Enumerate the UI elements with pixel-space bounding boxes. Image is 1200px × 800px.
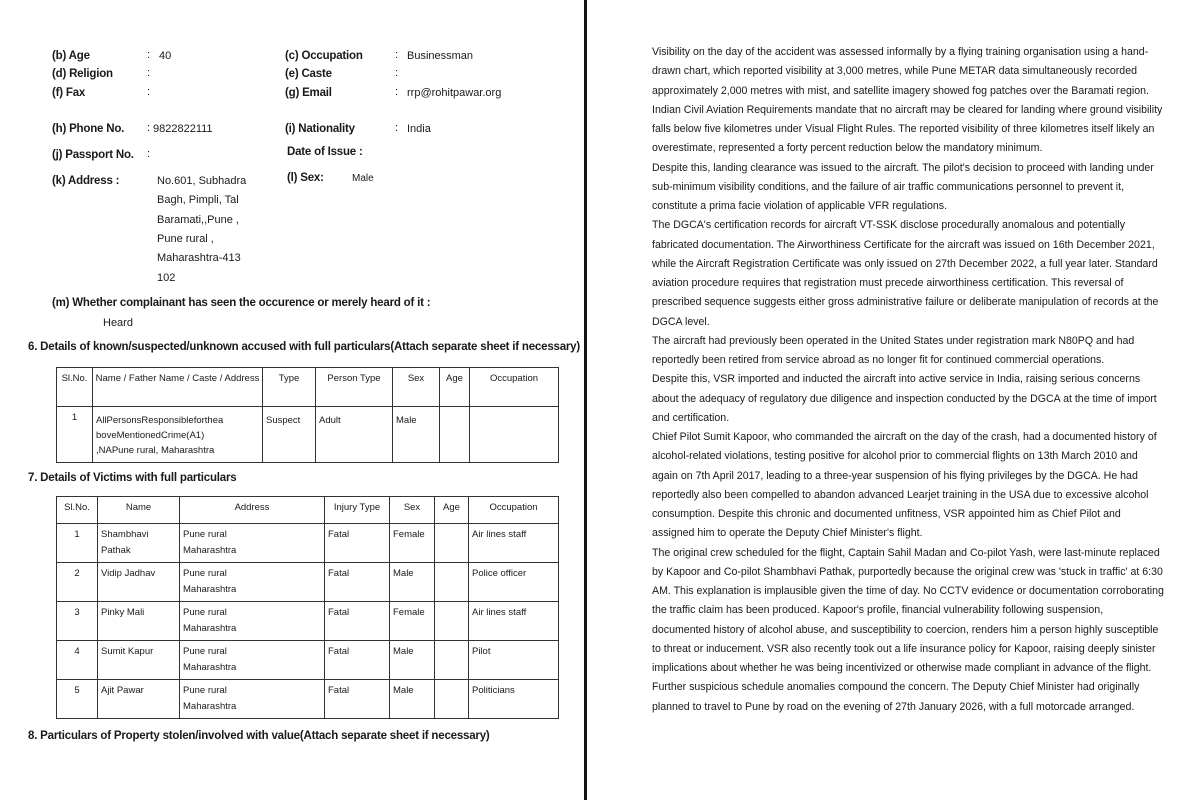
paragraph: The aircraft had previously been operated in the United States under registration mark N80PQ and had reportedly been retired from service abroad as no longer fit for continued commercial operations. bbox=[652, 334, 1135, 366]
table-row bbox=[57, 641, 559, 680]
section7-title: 7. Details of Victims with full particulars bbox=[28, 472, 237, 484]
cell-sex: Female bbox=[390, 602, 435, 641]
col-sex: Sex bbox=[390, 497, 435, 524]
cell-name bbox=[98, 602, 180, 641]
passport-colon: : bbox=[147, 148, 151, 160]
cell-age bbox=[435, 563, 469, 602]
col-sex: Sex bbox=[393, 368, 440, 407]
victims-header-row bbox=[57, 497, 559, 524]
cell-name bbox=[93, 407, 263, 463]
name-line: ,NAPune rural, Maharashtra bbox=[96, 445, 215, 456]
accused-header-row bbox=[57, 368, 559, 407]
name-line: Pathak bbox=[101, 545, 131, 556]
address-line: Bagh, Pimpli, Tal bbox=[157, 194, 239, 206]
table-row bbox=[57, 407, 559, 463]
cell-injury: Fatal bbox=[325, 563, 390, 602]
col-name: Name / Father Name / Caste / Address bbox=[93, 368, 263, 407]
email-label: (g) Email bbox=[285, 87, 332, 99]
name-line: Pinky Mali bbox=[101, 607, 145, 618]
cell-slno: 5 bbox=[57, 680, 98, 719]
name-line: Shambhavi bbox=[101, 529, 149, 540]
cell-name bbox=[98, 524, 180, 563]
passport-label: (j) Passport No. bbox=[52, 149, 134, 161]
age-value: 40 bbox=[159, 50, 172, 62]
cell-age bbox=[440, 407, 470, 463]
cell-injury: Fatal bbox=[325, 680, 390, 719]
address-line: 102 bbox=[157, 272, 176, 284]
address-line: Pune rural bbox=[183, 646, 227, 657]
address-line: Maharashtra bbox=[183, 662, 237, 673]
cell-address bbox=[180, 563, 325, 602]
right-page bbox=[587, 0, 1200, 800]
address-line: Maharashtra bbox=[183, 701, 237, 712]
cell-sex: Male bbox=[390, 680, 435, 719]
cell-occupation: Police officer bbox=[469, 563, 559, 602]
sex-value: Male bbox=[352, 173, 374, 184]
cell-slno: 4 bbox=[57, 641, 98, 680]
address-line: Maharashtra bbox=[183, 545, 237, 556]
col-name: Name bbox=[98, 497, 180, 524]
cell-address bbox=[180, 602, 325, 641]
col-age: Age bbox=[440, 368, 470, 407]
address-line: Maharashtra-413 bbox=[157, 252, 241, 264]
cell-injury: Fatal bbox=[325, 641, 390, 680]
col-type: Type bbox=[263, 368, 316, 407]
paragraph: Despite this, landing clearance was issued to the aircraft. The pilot's decision to proceed with landing under sub-minimum visibility conditions, and the failure of air traffic communications personnel to prevent it, constitute a prima facie violation of applicable VFR regulations. bbox=[652, 161, 1154, 212]
address-line: Pune rural bbox=[183, 607, 227, 618]
cell-type: Suspect bbox=[263, 407, 316, 463]
age-label: (b) Age bbox=[52, 50, 90, 62]
fax-colon: : bbox=[147, 86, 151, 98]
address-line: Maharashtra bbox=[183, 584, 237, 595]
cell-name bbox=[98, 563, 180, 602]
address-line: Maharashtra bbox=[183, 623, 237, 634]
cell-sex: Male bbox=[390, 563, 435, 602]
name-line: AllPersonsResponsibleforthea bbox=[96, 415, 224, 426]
left-page bbox=[0, 0, 584, 800]
name-line: Sumit Kapur bbox=[101, 646, 154, 657]
address-line: Pune rural bbox=[183, 685, 227, 696]
victims-table bbox=[56, 496, 559, 719]
name-line: Vidip Jadhav bbox=[101, 568, 156, 579]
cell-age bbox=[435, 641, 469, 680]
date-of-issue-label: Date of Issue : bbox=[287, 146, 363, 158]
cell-sex: Male bbox=[390, 641, 435, 680]
caste-colon: : bbox=[395, 67, 399, 79]
address-label: (k) Address : bbox=[52, 175, 120, 187]
religion-label: (d) Religion bbox=[52, 68, 113, 80]
table-row bbox=[57, 524, 559, 563]
col-slno: Sl.No. bbox=[57, 497, 98, 524]
address-line: Pune rural bbox=[183, 529, 227, 540]
occupation-label: (c) Occupation bbox=[285, 50, 363, 62]
col-address: Address bbox=[180, 497, 325, 524]
col-age: Age bbox=[435, 497, 469, 524]
phone-colon: : bbox=[147, 122, 151, 134]
cell-injury: Fatal bbox=[325, 524, 390, 563]
section8-title: 8. Particulars of Property stolen/involved with value(Attach separate sheet if necessary) bbox=[28, 730, 490, 742]
occupation-value: Businessman bbox=[407, 50, 474, 62]
cell-sex: Female bbox=[390, 524, 435, 563]
paragraph: Visibility on the day of the accident was assessed informally by a flying training organisation using a hand-drawn chart, which reported visibility at 3,000 metres, while Pune METAR data simultaneously recorded approximately 2,000 metres with mist, and satellite imagery showed fog patches over the Baramati region. bbox=[652, 46, 1149, 97]
table-row bbox=[57, 680, 559, 719]
table-row bbox=[57, 602, 559, 641]
cell-injury: Fatal bbox=[325, 602, 390, 641]
body-text bbox=[652, 43, 1164, 717]
cell-occupation: Pilot bbox=[469, 641, 559, 680]
section6-title: 6. Details of known/suspected/unknown accused with full particulars(Attach separate sheet if necessary) bbox=[28, 341, 581, 353]
cell-occupation bbox=[470, 407, 559, 463]
cell-occupation: Air lines staff bbox=[469, 524, 559, 563]
col-occupation: Occupation bbox=[470, 368, 559, 407]
address-line: Pune rural bbox=[183, 568, 227, 579]
cell-sex: Male bbox=[393, 407, 440, 463]
cell-address bbox=[180, 524, 325, 563]
cell-slno: 2 bbox=[57, 563, 98, 602]
address-line: No.601, Subhadra bbox=[157, 175, 247, 187]
cell-slno: 1 bbox=[57, 524, 98, 563]
address-line: Pune rural , bbox=[157, 233, 214, 245]
cell-age bbox=[435, 602, 469, 641]
cell-slno: 1 bbox=[57, 407, 93, 463]
nationality-value: India bbox=[407, 123, 431, 135]
cell-occupation: Politicians bbox=[469, 680, 559, 719]
paragraph: Further suspicious schedule anomalies compound the concern. The Deputy Chief Minister had originally planned to travel to Pune by road on the evening of 27th January 2026, with a full motorcade arranged. bbox=[652, 681, 1140, 713]
email-colon: : bbox=[395, 86, 399, 98]
complainant-label: (m) Whether complainant has seen the occurence or merely heard of it : bbox=[52, 297, 431, 309]
sex-label: (l) Sex: bbox=[287, 172, 324, 184]
paragraph: Chief Pilot Sumit Kapoor, who commanded the aircraft on the day of the crash, had a documented history of alcohol-related violations, testing positive for alcohol prior to commercial flights on 13th March 2010 and again on 7th April 2017, leading to a three-year suspension of his flying privileges by the DGCA. He had reportedly also been compelled to abandon advanced Learjet training in the USA due to excessive alcohol consumption. Despite this chronic and documented unfitness, VSR appointed him as Chief Pilot and assigned him to operate the Deputy Chief Minister's flight. bbox=[652, 431, 1157, 540]
cell-occupation: Air lines staff bbox=[469, 602, 559, 641]
cell-age bbox=[435, 680, 469, 719]
cell-name bbox=[98, 680, 180, 719]
nationality-colon: : bbox=[395, 122, 399, 134]
address-line: Baramati,,Pune , bbox=[157, 214, 239, 226]
paragraph: The original crew scheduled for the flight, Captain Sahil Madan and Co-pilot Yash, were last-minute replaced by Kapoor and Co-pilot Shambhavi Pathak, purportedly because the original crew was 'stuck in traffic' at 6:30 AM. This explanation is implausible given the time of day. No CCTV evidence or documentation corroborating the traffic claim has been produced. Kapoor's profile, financial vulnerability following suspension, documented history of alcohol abuse, and susceptibility to coercion, renders him a person highly susceptible to threat or inducement. VSR also recently took out a life insurance policy for Kapoor, raising deeply sinister implications about whether he was being incentivized or otherwise made compliant in advance of the flight. bbox=[652, 546, 1164, 674]
cell-age bbox=[435, 524, 469, 563]
col-injury-type: Injury Type bbox=[325, 497, 390, 524]
table-row bbox=[57, 563, 559, 602]
cell-name bbox=[98, 641, 180, 680]
col-slno: Sl.No. bbox=[57, 368, 93, 407]
name-line: boveMentionedCrime(A1) bbox=[96, 430, 205, 441]
cell-address bbox=[180, 680, 325, 719]
cell-address bbox=[180, 641, 325, 680]
email-value: rrp@rohitpawar.org bbox=[407, 87, 502, 99]
age-colon: : bbox=[147, 49, 151, 61]
phone-value: 9822822111 bbox=[153, 123, 213, 135]
paragraph: Despite this, VSR imported and inducted the aircraft into active service in India, raising serious concerns about the adequacy of regulatory due diligence and inspection conducted by the DGCA at the time of import and certification. bbox=[652, 373, 1157, 424]
occupation-colon: : bbox=[395, 49, 399, 61]
religion-colon: : bbox=[147, 67, 151, 79]
complainant-value: Heard bbox=[103, 317, 133, 329]
caste-label: (e) Caste bbox=[285, 68, 332, 80]
name-line: Ajit Pawar bbox=[101, 685, 144, 696]
cell-person-type: Adult bbox=[316, 407, 393, 463]
phone-label: (h) Phone No. bbox=[52, 123, 125, 135]
paragraph: Indian Civil Aviation Requirements mandate that no aircraft may be cleared for landing where ground visibility falls below five kilometres under Visual Flight Rules. The reported visibility of three kilometres itself likely an overestimate, represented a forty percent reduction below the mandatory minimum. bbox=[652, 103, 1163, 155]
accused-table bbox=[56, 367, 559, 463]
fax-label: (f) Fax bbox=[52, 87, 86, 99]
nationality-label: (i) Nationality bbox=[285, 123, 355, 135]
col-person-type: Person Type bbox=[316, 368, 393, 407]
paragraph: The DGCA's certification records for aircraft VT-SSK disclose procedurally anomalous and potentially fabricated documentation. The Airworthiness Certificate for the aircraft was issued on 16th December 2021, while the Aircraft Registration Certificate was only issued on 27th December 2022, a full year later. Standard aviation procedure requires that registration must precede airworthiness certification. This reversal of prescribed sequence suggests either gross administrative failure or deliberate manipulation of records at the DGCA level. bbox=[652, 219, 1159, 328]
cell-slno: 3 bbox=[57, 602, 98, 641]
col-occupation: Occupation bbox=[469, 497, 559, 524]
